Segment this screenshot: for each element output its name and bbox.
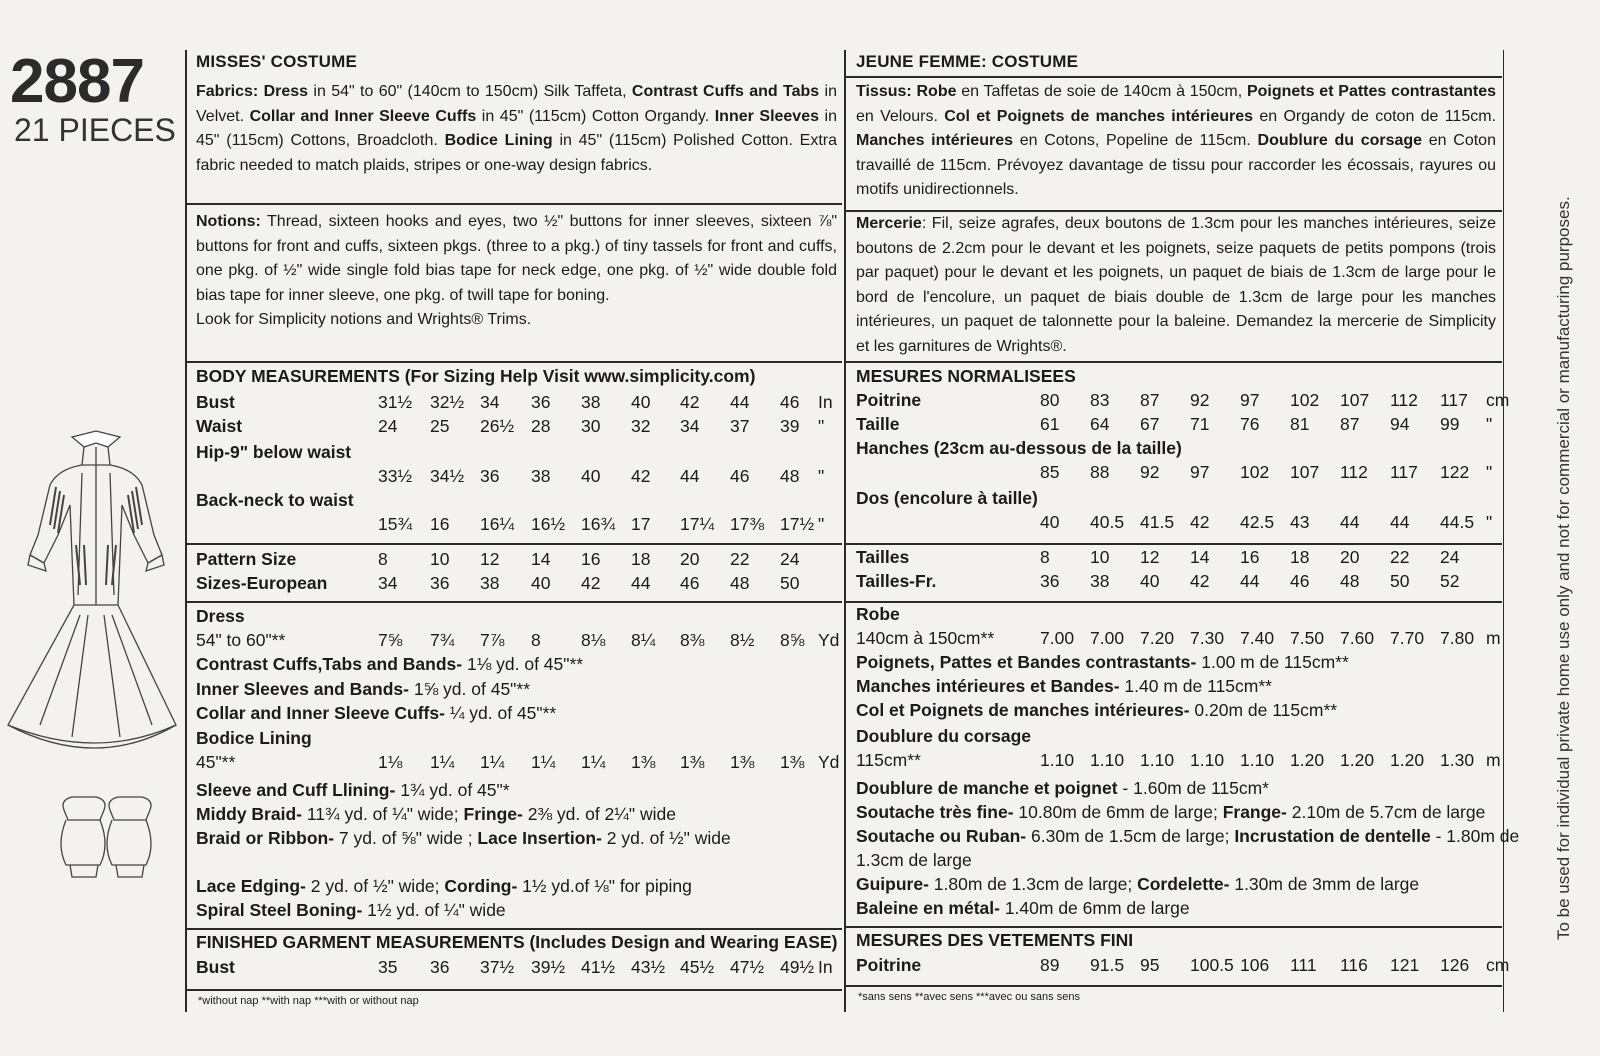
english-dress-cell: 7⅞ <box>480 630 505 650</box>
english-euro-cell: 34 <box>378 573 398 593</box>
english-waist-unit: " <box>818 416 825 436</box>
french-hip-cell: 112 <box>1340 462 1368 482</box>
english-euro-cell: 42 <box>581 573 601 593</box>
english-hip-cell: 42 <box>631 466 651 486</box>
french-hip-unit: " <box>1486 462 1493 482</box>
english-waist-cell: 26½ <box>480 416 515 436</box>
english-fbust-cell: 47½ <box>730 957 765 977</box>
french-dress-cell: 7.30 <box>1190 628 1225 648</box>
english-euro-cell: 38 <box>480 573 500 593</box>
english-collar: Collar and Inner Sleeve Cuffs- ¼ yd. of 45"** <box>196 703 557 723</box>
rule <box>187 928 842 930</box>
english-lining-cell: 1⅛ <box>378 752 403 772</box>
english-euro-cell: 40 <box>531 573 551 593</box>
english-lining-cell: 1¼ <box>531 752 556 772</box>
french-back-cell: 43 <box>1290 512 1310 532</box>
french-dress-label: Robe <box>856 604 900 624</box>
english-bust-cell: 32½ <box>430 392 465 412</box>
english-euro-cell: 46 <box>680 573 700 593</box>
english-sleeve: Sleeve and Cuff Llining- 1¾ yd. of 45"* <box>196 780 510 800</box>
french-lining-cell: 1.20 <box>1390 750 1425 770</box>
french-contrast: Poignets, Pattes et Bandes contrastants- 1.00 m de 115cm** <box>856 652 1349 672</box>
french-lining-label: Doublure du corsage <box>856 726 1032 746</box>
english-waist-cell: 34 <box>680 416 700 436</box>
rule <box>846 361 1502 363</box>
french-lining-cell: 1.30 <box>1440 750 1475 770</box>
french-hip-cell: 97 <box>1190 462 1210 482</box>
english-waist-cell: 24 <box>378 416 398 436</box>
english-back-cell: 17⅜ <box>730 514 765 534</box>
english-pattern-cell: 14 <box>531 549 551 569</box>
english-waist-label: Waist <box>196 416 243 436</box>
french-back-cell: 41.5 <box>1140 512 1175 532</box>
french-footnote: *sans sens **avec sens ***avec ou sans sens <box>858 991 1080 1003</box>
english-pattern-cell: 20 <box>680 549 700 569</box>
english-bust-cell: 36 <box>531 392 551 412</box>
french-euro-cell: 42 <box>1190 571 1210 591</box>
english-dress-cell: 8¼ <box>631 630 656 650</box>
french-back-cell: 40 <box>1040 512 1060 532</box>
french-dress-cell: 7.20 <box>1140 628 1175 648</box>
rule <box>846 76 1502 78</box>
french-euro-cell: 52 <box>1440 571 1460 591</box>
french-pattern-cell: 20 <box>1340 547 1360 567</box>
english-pattern-cell: 22 <box>730 549 750 569</box>
french-fbust-cell: 100.5 <box>1190 955 1234 975</box>
english-dress-cell: 7⅝ <box>378 630 403 650</box>
french-dress-unit: m <box>1486 628 1501 648</box>
english-back-cell: 16½ <box>531 514 566 534</box>
french-lining-cell: 1.10 <box>1190 750 1225 770</box>
english-lining-cell: 1⅜ <box>680 752 705 772</box>
rule <box>187 543 842 545</box>
french-pattern-cell: 8 <box>1040 547 1050 567</box>
french-fbust-cell: 89 <box>1040 955 1060 975</box>
usage-note: To be used for individual private home use only and not for commercial or manufacturing purposes. <box>1554 196 1573 940</box>
french-bust-cell: 92 <box>1190 390 1210 410</box>
english-pattern-cell: 12 <box>480 549 500 569</box>
english-waist-cell: 39 <box>780 416 800 436</box>
french-lining-sub: 115cm** <box>856 750 921 770</box>
english-bust-cell: 34 <box>480 392 500 412</box>
french-euro-cell: 40 <box>1140 571 1160 591</box>
english-footnote: *without nap **with nap ***with or without nap <box>198 995 419 1007</box>
english-bust-cell: 44 <box>730 392 750 412</box>
french-waist-unit: " <box>1486 414 1493 434</box>
french-euro-label: Tailles-Fr. <box>856 571 937 591</box>
english-dress-cell: 8⅝ <box>780 630 805 650</box>
french-bust-label: Poitrine <box>856 390 922 410</box>
english-dress-unit: Yd <box>818 630 840 650</box>
rule <box>187 989 842 991</box>
french-waist-cell: 76 <box>1240 414 1260 434</box>
english-lining-cell: 1¼ <box>480 752 505 772</box>
english-dress-cell: 8⅜ <box>680 630 705 650</box>
french-fbust-cell: 91.5 <box>1090 955 1125 975</box>
french-pattern-cell: 18 <box>1290 547 1310 567</box>
english-fbust-unit: In <box>818 957 833 977</box>
english-hip-unit: " <box>818 466 825 486</box>
left-divider <box>185 50 187 1012</box>
french-euro-cell: 38 <box>1090 571 1110 591</box>
english-pattern-cell: 18 <box>631 549 651 569</box>
french-fbust-cell: 106 <box>1240 955 1270 975</box>
english-title: MISSES' COSTUME <box>196 52 358 71</box>
french-dress-sub: 140cm à 150cm** <box>856 628 995 648</box>
rule <box>187 361 842 363</box>
french-fbust-cell: 95 <box>1140 955 1160 975</box>
french-dress-cell: 7.00 <box>1040 628 1075 648</box>
english-pattern-cell: 16 <box>581 549 601 569</box>
english-pattern-cell: 10 <box>430 549 450 569</box>
rule <box>187 203 842 205</box>
english-back-label: Back-neck to waist <box>196 490 354 510</box>
english-hip-cell: 46 <box>730 466 750 486</box>
french-lining-unit: m <box>1486 750 1501 770</box>
french-pattern-cell: 12 <box>1140 547 1160 567</box>
english-hip-cell: 34½ <box>430 466 465 486</box>
english-back-cell: 16¾ <box>581 514 616 534</box>
french-fbust-cell: 111 <box>1290 955 1317 975</box>
french-mercerie: Mercerie: Fil, seize agrafes, deux boutons de 1.3cm pour les manches intérieures, seize boutons de 2.2cm pour le devant et les poignets, seize paquets de petits pompons (trois par paquet) pour le devant et les poignets, un paquet de biais de 1.3cm de large pour le bord de l'encolure, un paquet de biais double de 1.3cm de large pour les manches intérieures, un paquet de talonnette pour la baleine. Demandez la mercerie de Simplicity et les garnitures de Wrights®. <box>856 215 1496 355</box>
french-pattern-cell: 14 <box>1190 547 1210 567</box>
french-dress-cell: 7.00 <box>1090 628 1125 648</box>
french-hip-label: Hanches (23cm au-dessous de la taille) <box>856 438 1182 458</box>
french-finished-title: MESURES DES VETEMENTS FINI <box>856 930 1134 950</box>
french-tissus: Tissus: Robe en Taffetas de soie de 140cm à 150cm, Poignets et Pattes contrastantes en Velours. Col et Poignets de manches intérieures en Organdy de coton de 115cm. Manches intérieures en Cotons, Popeline de 115cm. Doublure du corsage en Coton travaillé de 115cm. Prévoyez davantage de tissu pour raccorder les écossais, rayures ou motifs unidirectionnels. <box>856 83 1497 198</box>
english-dress-label: Dress <box>196 606 245 626</box>
english-hip-label: Hip-9" below waist <box>196 442 352 462</box>
french-bust-cell: 83 <box>1090 390 1110 410</box>
english-middy: Middy Braid- 11¾ yd. of ¼" wide; Fringe- 2⅜ yd. of 2¼" wide <box>196 804 676 824</box>
french-lining-cell: 1.10 <box>1090 750 1125 770</box>
french-fbust-label: Poitrine <box>856 955 922 975</box>
french-fbust-cell: 121 <box>1390 955 1420 975</box>
french-pattern-cell: 24 <box>1440 547 1460 567</box>
french-dress-cell: 7.70 <box>1390 628 1425 648</box>
french-waist-cell: 99 <box>1440 414 1460 434</box>
french-pattern-cell: 10 <box>1090 547 1110 567</box>
french-bust-cell: 117 <box>1440 390 1468 410</box>
english-finished-title: FINISHED GARMENT MEASUREMENTS (Includes Design and Wearing EASE) <box>196 932 838 952</box>
english-spiral: Spiral Steel Boning- 1½ yd. of ¼" wide <box>196 900 506 920</box>
french-back-cell: 44.5 <box>1440 512 1475 532</box>
french-inner: Manches intérieures et Bandes- 1.40 m de 115cm** <box>856 676 1272 696</box>
english-lining-cell: 1⅜ <box>780 752 805 772</box>
english-fbust-cell: 36 <box>430 957 450 977</box>
french-hip-cell: 102 <box>1240 462 1270 482</box>
english-dress-sub: 54" to 60"** <box>196 630 286 650</box>
french-pattern-label: Tailles <box>856 547 910 567</box>
english-fbust-cell: 49½ <box>780 957 815 977</box>
english-dress-cell: 8½ <box>730 630 755 650</box>
rule <box>846 601 1502 603</box>
english-waist-cell: 37 <box>730 416 750 436</box>
english-dress-cell: 8 <box>531 630 541 650</box>
dress-illustration <box>0 425 180 895</box>
right-divider <box>1503 50 1504 1012</box>
french-sleeve: Doublure de manche et poignet - 1.60m de 115cm* <box>856 778 1269 798</box>
english-euro-cell: 50 <box>780 573 800 593</box>
french-bust-cell: 80 <box>1040 390 1060 410</box>
french-waist-label: Taille <box>856 414 900 434</box>
french-hip-cell: 85 <box>1040 462 1060 482</box>
french-lace: Guipure- 1.80m de 1.3cm de large; Cordelette- 1.30m de 3mm de large <box>856 874 1420 894</box>
french-waist-cell: 67 <box>1140 414 1160 434</box>
english-euro-label: Sizes-European <box>196 573 328 593</box>
english-pattern-cell: 24 <box>780 549 800 569</box>
english-lining-unit: Yd <box>818 752 840 772</box>
french-waist-cell: 94 <box>1390 414 1410 434</box>
french-back-cell: 44 <box>1340 512 1360 532</box>
english-back-cell: 17¼ <box>680 514 715 534</box>
english-hip-cell: 48 <box>780 466 800 486</box>
french-euro-cell: 50 <box>1390 571 1410 591</box>
french-euro-cell: 44 <box>1240 571 1260 591</box>
english-dress-cell: 8⅛ <box>581 630 606 650</box>
french-hip-cell: 88 <box>1090 462 1110 482</box>
french-braid: Soutache ou Ruban- 6.30m de 1.5cm de large; Incrustation de dentelle - 1.80m de <box>856 826 1520 846</box>
french-bust-unit: cm <box>1486 390 1510 410</box>
english-back-cell: 17½ <box>780 514 815 534</box>
french-body-title: MESURES NORMALISEES <box>856 366 1076 386</box>
french-bust-cell: 87 <box>1140 390 1160 410</box>
french-bust-cell: 97 <box>1240 390 1260 410</box>
english-pattern-cell: 8 <box>378 549 388 569</box>
english-back-unit: " <box>818 514 825 534</box>
english-back-cell: 15¾ <box>378 514 413 534</box>
french-title: JEUNE FEMME: COSTUME <box>856 52 1079 71</box>
english-fbust-cell: 41½ <box>581 957 616 977</box>
english-hip-cell: 40 <box>581 466 601 486</box>
french-hip-cell: 122 <box>1440 462 1470 482</box>
english-waist-cell: 30 <box>581 416 601 436</box>
english-fbust-cell: 35 <box>378 957 398 977</box>
english-contrast: Contrast Cuffs,Tabs and Bands- 1⅛ yd. of 45"** <box>196 654 584 674</box>
english-hip-cell: 36 <box>480 466 500 486</box>
english-lining-sub: 45"** <box>196 752 236 772</box>
english-fbust-cell: 45½ <box>680 957 715 977</box>
french-hip-cell: 107 <box>1290 462 1320 482</box>
english-fbust-cell: 43½ <box>631 957 666 977</box>
french-back-unit: " <box>1486 512 1493 532</box>
french-bust-cell: 102 <box>1290 390 1320 410</box>
english-lace: Lace Edging- 2 yd. of ½" wide; Cording- 1½ yd.of ⅛" for piping <box>196 876 692 896</box>
english-lining-cell: 1¼ <box>430 752 455 772</box>
english-hip-cell: 38 <box>531 466 551 486</box>
english-euro-cell: 36 <box>430 573 450 593</box>
french-waist-cell: 81 <box>1290 414 1310 434</box>
french-waist-cell: 71 <box>1190 414 1210 434</box>
english-waist-cell: 25 <box>430 416 450 436</box>
french-dress-cell: 7.50 <box>1290 628 1325 648</box>
english-bust-label: Bust <box>196 392 235 412</box>
english-body-title: BODY MEASUREMENTS (For Sizing Help Visit www.simplicity.com) <box>196 366 756 386</box>
english-lining-cell: 1⅜ <box>730 752 755 772</box>
english-hip-cell: 33½ <box>378 466 413 486</box>
english-notions-look: Look for Simplicity notions and Wrights® Trims. <box>196 311 532 328</box>
english-pattern-label: Pattern Size <box>196 549 297 569</box>
english-waist-cell: 32 <box>631 416 651 436</box>
rule <box>846 985 1502 987</box>
english-bust-cell: 42 <box>680 392 700 412</box>
french-back-cell: 42.5 <box>1240 512 1275 532</box>
french-waist-cell: 64 <box>1090 414 1110 434</box>
pattern-number: 2887 <box>10 47 144 116</box>
french-back-cell: 40.5 <box>1090 512 1125 532</box>
english-fbust-label: Bust <box>196 957 235 977</box>
english-euro-cell: 48 <box>730 573 750 593</box>
french-lining-cell: 1.10 <box>1140 750 1175 770</box>
french-lining-cell: 1.20 <box>1290 750 1325 770</box>
french-collar: Col et Poignets de manches intérieures- 0.20m de 115cm** <box>856 700 1338 720</box>
english-lining-label: Bodice Lining <box>196 728 312 748</box>
english-bust-cell: 46 <box>780 392 800 412</box>
french-pattern-cell: 16 <box>1240 547 1260 567</box>
french-euro-cell: 46 <box>1290 571 1310 591</box>
rule <box>187 601 842 603</box>
rule <box>846 543 1502 545</box>
french-euro-cell: 48 <box>1340 571 1360 591</box>
english-fabrics: Fabrics: Dress in 54" to 60" (140cm to 150cm) Silk Taffeta, Contrast Cuffs and Tabs in Velvet. Collar and Inner Sleeve Cuffs in 45" (115cm) Cotton Organdy. Inner Sleeves in 45" (115cm) Cottons, Broadcloth. Bodice Lining in 45" (115cm) Polished Cotton. Extra fabric needed to match plaids, stripes or one-way design fabrics. <box>196 83 838 174</box>
french-hip-cell: 117 <box>1390 462 1418 482</box>
french-braid-cont: 1.3cm de large <box>856 850 972 870</box>
english-back-cell: 16¼ <box>480 514 515 534</box>
english-bust-cell: 40 <box>631 392 651 412</box>
french-lining-cell: 1.10 <box>1240 750 1275 770</box>
french-hip-cell: 92 <box>1140 462 1160 482</box>
english-bust-cell: 38 <box>581 392 601 412</box>
english-fbust-cell: 37½ <box>480 957 515 977</box>
french-dress-cell: 7.60 <box>1340 628 1375 648</box>
french-fbust-cell: 126 <box>1440 955 1470 975</box>
english-braid: Braid or Ribbon- 7 yd. of ⅝" wide ; Lace Insertion- 2 yd. of ½" wide <box>196 828 731 848</box>
french-dress-cell: 7.40 <box>1240 628 1275 648</box>
french-middy: Soutache très fine- 10.80m de 6mm de large; Frange- 2.10m de 5.7cm de large <box>856 802 1486 822</box>
french-lining-cell: 1.10 <box>1040 750 1075 770</box>
english-back-cell: 17 <box>631 514 651 534</box>
english-bust-unit: In <box>818 392 833 412</box>
french-spiral: Baleine en métal- 1.40m de 6mm de large <box>856 898 1190 918</box>
english-inner: Inner Sleeves and Bands- 1⅝ yd. of 45"** <box>196 679 531 699</box>
french-back-cell: 44 <box>1390 512 1410 532</box>
english-euro-cell: 44 <box>631 573 651 593</box>
rule <box>846 926 1502 928</box>
french-waist-cell: 61 <box>1040 414 1060 434</box>
pieces-count: 21 PIECES <box>14 112 176 148</box>
french-back-label: Dos (encolure à taille) <box>856 488 1038 508</box>
english-back-cell: 16 <box>430 514 450 534</box>
english-lining-cell: 1¼ <box>581 752 606 772</box>
english-lining-cell: 1⅜ <box>631 752 656 772</box>
french-dress-cell: 7.80 <box>1440 628 1475 648</box>
french-lining-cell: 1.20 <box>1340 750 1375 770</box>
french-waist-cell: 87 <box>1340 414 1360 434</box>
french-fbust-unit: cm <box>1486 955 1510 975</box>
english-waist-cell: 28 <box>531 416 551 436</box>
english-dress-cell: 7¾ <box>430 630 455 650</box>
english-notions: Notions: Thread, sixteen hooks and eyes, two ½" buttons for inner sleeves, sixteen ⅞" buttons for front and cuffs, sixteen pkgs. (three to a pkg.) of tiny tassels for front and cuffs, one pkg. of ½" wide single fold bias tape for neck edge, one pkg. of ½" wide double fold bias tape for inner sleeve, one pkg. of twill tape for boning. <box>196 213 837 304</box>
french-pattern-cell: 22 <box>1390 547 1410 567</box>
center-divider <box>844 50 846 1012</box>
french-bust-cell: 107 <box>1340 390 1370 410</box>
french-bust-cell: 112 <box>1390 390 1418 410</box>
french-euro-cell: 36 <box>1040 571 1060 591</box>
english-fbust-cell: 39½ <box>531 957 566 977</box>
english-hip-cell: 44 <box>680 466 700 486</box>
french-fbust-cell: 116 <box>1340 955 1368 975</box>
french-back-cell: 42 <box>1190 512 1210 532</box>
english-bust-cell: 31½ <box>378 392 413 412</box>
